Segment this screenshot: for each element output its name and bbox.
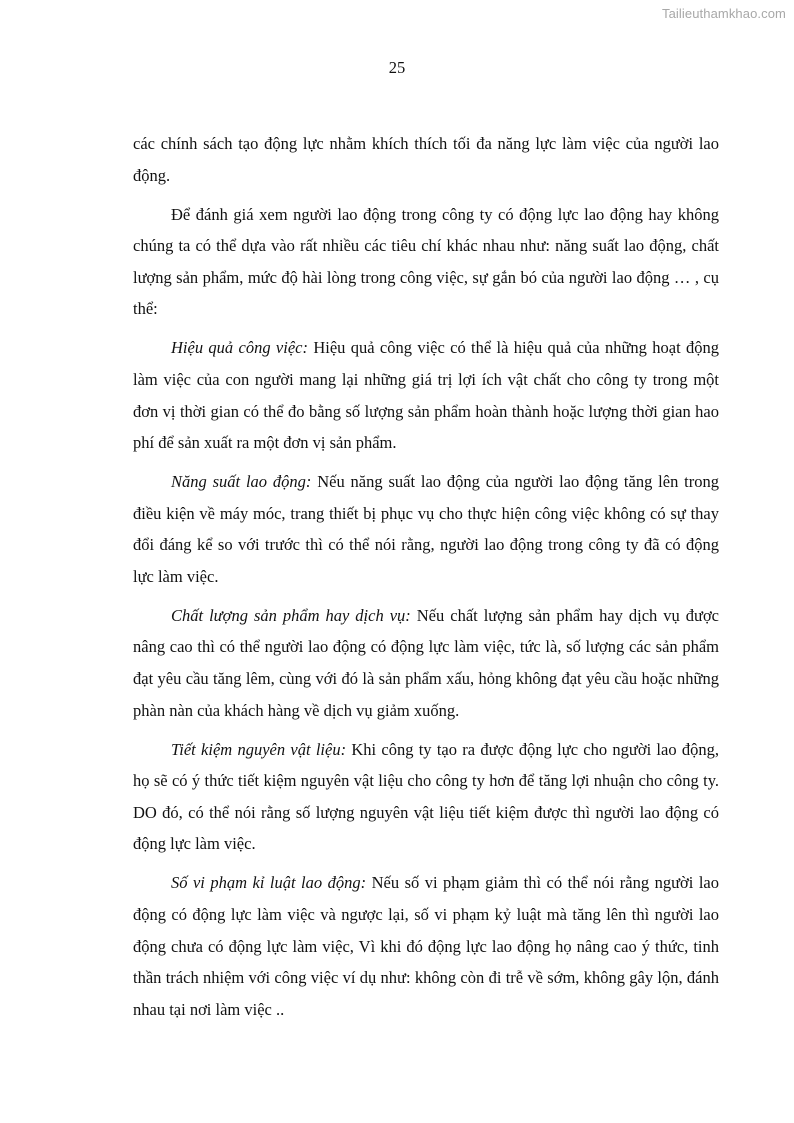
term-work-efficiency: Hiệu quả công việc:: [171, 338, 308, 358]
paragraph-continuation: các chính sách tạo động lực nhằm khích thích tối đa năng lực làm việc của người lao động.: [133, 134, 719, 185]
paragraph-product-quality: [133, 600, 719, 726]
term-material-saving: Tiết kiệm nguyên vật liệu:: [171, 739, 347, 759]
paragraph-intro-criteria: Để đánh giá xem người lao động trong công ty có động lực lao động hay không chúng ta có thể dựa vào rất nhiều các tiêu chí khác nhau như: năng suất lao động, chất lượng sản phẩm, mức độ hài lòng trong công việc, sự gắn bó của người lao động … , cụ thể:: [133, 204, 719, 319]
document-body: [133, 128, 719, 1033]
paragraph-labor-productivity: [133, 466, 719, 592]
text-product-quality: Nếu chất lượng sản phẩm hay dịch vụ được nâng cao thì có thể người lao động có động lực làm việc, tức là, số lượng các sản phẩm đạt yêu cầu tăng lêm, cùng với đó là sản phẩm xấu, hỏng không đạt yêu cầu hoặc những phàn nàn của khách hàng về dịch vụ giảm xuống.: [133, 605, 719, 720]
paragraph-work-efficiency: [133, 332, 719, 458]
term-product-quality: Chất lượng sản phẩm hay dịch vụ:: [171, 605, 411, 625]
text-material-saving: Khi công ty tạo ra được động lực cho người lao động, họ sẽ có ý thức tiết kiệm nguyên vật liệu cho công ty hơn để tăng lợi nhuận cho công ty. DO đó, có thể nói rằng số lượng nguyên vật liệu tiết kiệm được thì người lao động có động lực làm việc.: [133, 739, 719, 854]
text-labor-productivity: Nếu năng suất lao động của người lao động tăng lên trong điều kiện về máy móc, trang thiết bị phục vụ cho thực hiện công việc không có sự thay đổi đáng kể so với trước thì có thể nói rằng, người lao động trong công ty đã có động lực làm việc.: [133, 472, 719, 586]
page-number: 25: [388, 58, 406, 77]
term-discipline-violations: Số vi phạm kỉ luật lao động:: [171, 873, 367, 893]
watermark-text: Tailieuthamkhao.com: [661, 6, 786, 21]
text-discipline-violations: Nếu số vi phạm giảm thì có thể nói rằng người lao động có động lực làm việc và ngược lại, số vi phạm kỷ luật mà tăng lên thì người lao động chưa có động lực làm việc, Vì khi đó động lực lao động họ nâng cao ý thức, tinh thần trách nhiệm với công việc ví dụ như: không còn đi trễ về sớm, không gây lộn, đánh nhau tại nơi làm việc ..: [133, 873, 720, 1019]
paragraph-discipline-violations: [133, 867, 719, 1025]
paragraph-material-saving: [133, 734, 719, 860]
text-work-efficiency: Hiệu quả công việc có thể là hiệu quả của những hoạt động làm việc của con người mang lại những giá trị lợi ích vật chất cho công ty trong một đơn vị thời gian có thể đo bằng số lượng sản phẩm hoàn thành hoặc lượng thời gian hao phí để sản xuất ra một đơn vị sản phẩm.: [133, 338, 719, 453]
term-labor-productivity: Năng suất lao động:: [171, 472, 312, 492]
